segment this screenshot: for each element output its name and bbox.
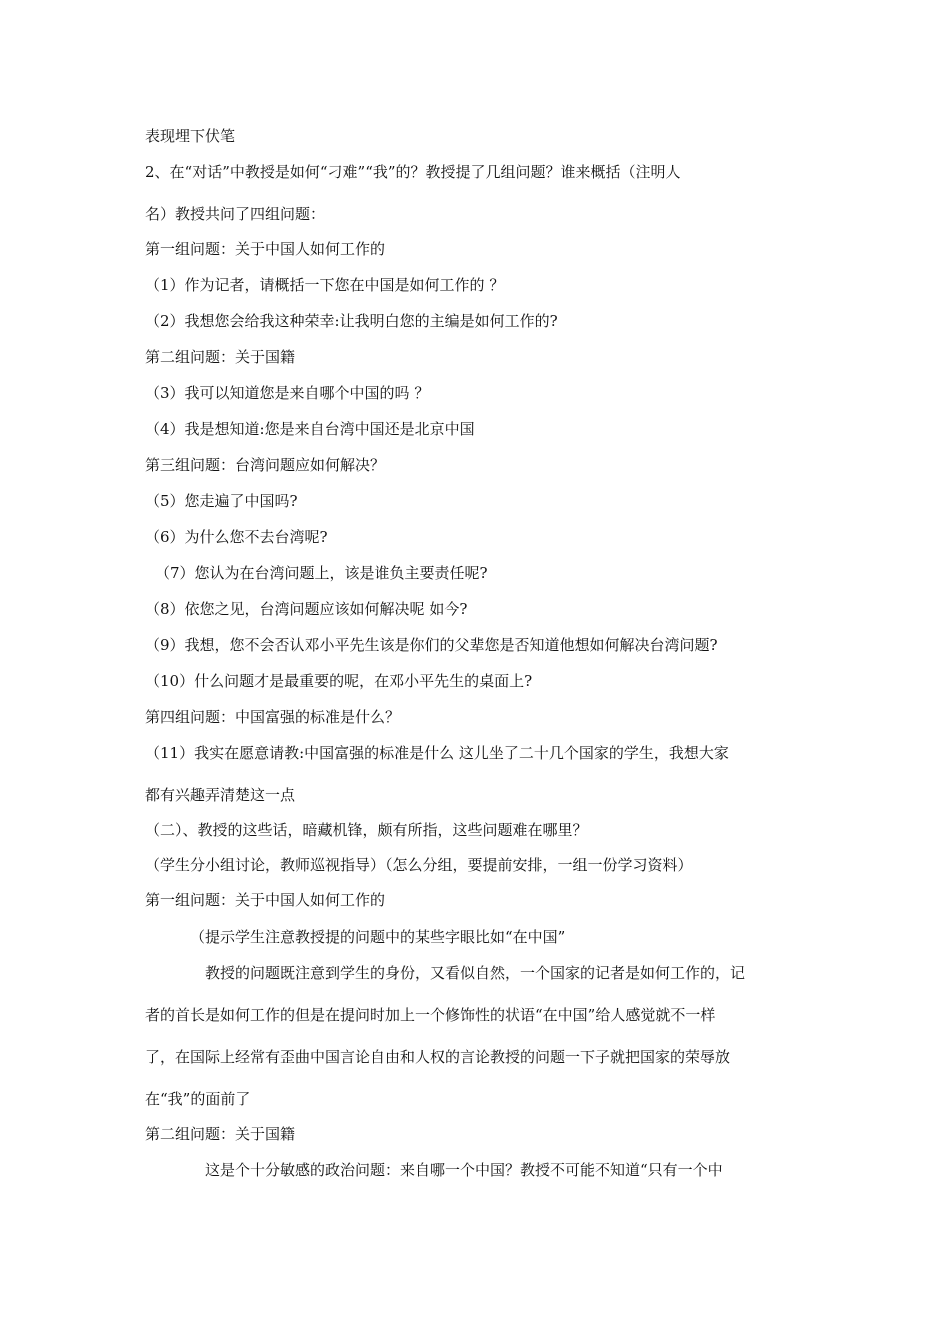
- text-line: （二）、教授的这些话，暗藏机锋，颇有所指，这些问题难在哪里？: [145, 821, 588, 839]
- question-item: （8）依您之见，台湾问题应该如何解决呢 如今?: [145, 600, 468, 618]
- section-heading: 第二组问题：关于国籍: [145, 1125, 296, 1143]
- question-item: （10）什么问题才是最重要的呢，在邓小平先生的桌面上?: [145, 672, 533, 690]
- question-item: （4）我是想知道:您是来自台湾中国还是北京中国: [145, 420, 475, 438]
- question-item: （7）您认为在台湾问题上，该是谁负主要责任呢?: [155, 564, 488, 582]
- paragraph-line: 者的首长是如何工作的但是在提问时加上一个修饰性的状语“在中国”给人感觉就不一样: [145, 1006, 716, 1024]
- question-item: （9）我想，您不会否认邓小平先生该是你们的父辈您是否知道他想如何解决台湾问题?: [145, 636, 718, 654]
- question-item: （3）我可以知道您是来自哪个中国的吗 ？: [145, 384, 430, 402]
- section-heading: 第二组问题：关于国籍: [145, 348, 296, 366]
- text-line: 名）教授共问了四组问题：: [145, 205, 326, 223]
- text-line: 表现埋下伏笔: [145, 127, 236, 145]
- question-item: （5）您走遍了中国吗?: [145, 492, 298, 510]
- text-line: （提示学生注意教授提的问题中的某些字眼比如“在中国”: [190, 928, 566, 946]
- text-line: 2、在“对话”中教授是如何“刁难”“我”的？教授提了几组问题？谁来概括（注明人: [145, 163, 681, 181]
- question-item: （2）我想您会给我这种荣幸:让我明白您的主编是如何工作的?: [145, 312, 558, 330]
- section-heading: 第四组问题：中国富强的标准是什么？: [145, 708, 401, 726]
- paragraph-line: 在“我”的面前了: [145, 1090, 251, 1108]
- section-heading: 第一组问题：关于中国人如何工作的: [145, 240, 386, 258]
- paragraph-line: 了，在国际上经常有歪曲中国言论自由和人权的言论教授的问题一下子就把国家的荣辱放: [145, 1048, 731, 1066]
- paragraph-line: 教授的问题既注意到学生的身份，又看似自然，一个国家的记者是如何工作的，记: [205, 964, 746, 982]
- section-heading: 第三组问题：台湾问题应如何解决？: [145, 456, 386, 474]
- question-item: （6）为什么您不去台湾呢?: [145, 528, 328, 546]
- paragraph-line: 这是个十分敏感的政治问题：来自哪一个中国？教授不可能不知道“只有一个中: [205, 1161, 723, 1179]
- question-item: （1）作为记者，请概括一下您在中国是如何工作的 ？: [145, 276, 505, 294]
- text-line: 都有兴趣弄清楚这一点: [145, 786, 296, 804]
- text-line: （学生分小组讨论，教师巡视指导）（怎么分组，要提前安排，一组一份学习资料）: [145, 856, 693, 874]
- question-item: （11）我实在愿意请教:中国富强的标准是什么 这儿坐了二十几个国家的学生，我想大家: [145, 744, 729, 762]
- section-heading: 第一组问题：关于中国人如何工作的: [145, 891, 386, 909]
